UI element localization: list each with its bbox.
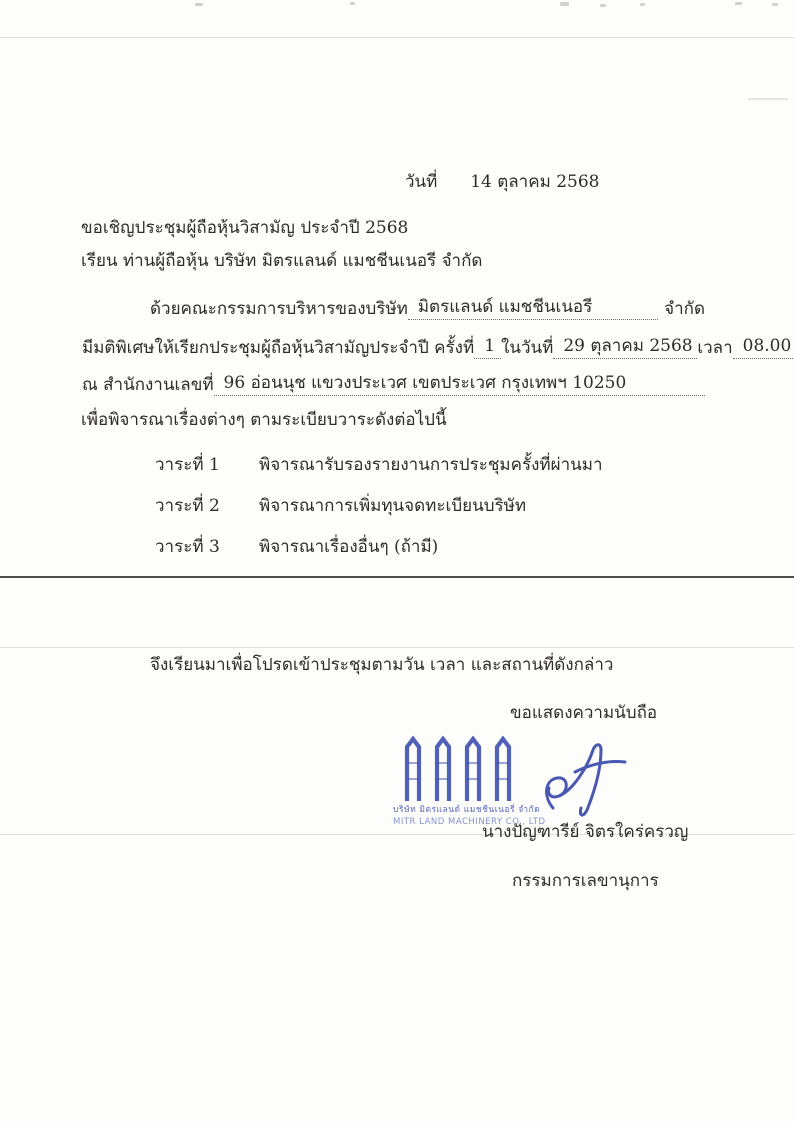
company-name-fill: มิตรแลนด์ แมชชีนเนอรี <box>408 297 658 320</box>
date-value: 14 ตุลาคม 2568 <box>470 172 600 192</box>
signer-title: กรรมการเลขานุการ <box>512 871 659 891</box>
body-line3-prefix: ณ สำนักงานเลขที่ <box>82 375 214 395</box>
body-line-4: เพื่อพิจารณาเรื่องต่างๆ ตามระเบียบวาระดังต่อไปนี้ <box>81 410 447 430</box>
body-line2-mid1: ในวันที่ <box>501 338 554 358</box>
body-line-2 <box>82 336 792 359</box>
meeting-number-fill: 1 <box>474 336 501 359</box>
body-line2-prefix: มีมติพิเศษให้เรียกประชุมผู้ถือหุ้นวิสามัญประจำปี ครั้งที่ <box>82 338 475 358</box>
body-line2-mid2: เวลา <box>697 338 733 358</box>
body-line1-prefix: ด้วยคณะกรรมการบริหารของบริษัท <box>150 299 408 319</box>
body-line-1 <box>82 297 705 320</box>
scan-seam-line-top <box>0 37 794 38</box>
office-address-fill: 96 อ่อนนุช แขวงประเวศ เขตประเวศ กรุงเทพฯ 10250 <box>214 373 705 396</box>
divider-line-dark <box>0 576 794 578</box>
stamp-eng-line: MITR LAND MACHINERY CO., LTD <box>393 817 546 827</box>
respect-line: ขอแสดงความนับถือ <box>510 703 658 723</box>
stamp-logo-icon <box>393 733 527 803</box>
agenda-1-no: วาระที่ 1 <box>155 455 220 475</box>
agenda-item-3 <box>155 537 438 558</box>
body-line1-suffix: จำกัด <box>664 299 705 319</box>
meeting-time-fill: 08.00 <box>733 336 794 359</box>
signature-handwriting <box>535 738 630 823</box>
agenda-item-2 <box>155 496 526 517</box>
subject-line: ขอเชิญประชุมผู้ถือหุ้นวิสามัญ ประจำปี 2568 <box>81 218 409 238</box>
body-line-3 <box>82 373 705 396</box>
agenda-item-1 <box>155 455 603 476</box>
date-label: วันที่ <box>405 172 438 192</box>
agenda-2-text: พิจารณาการเพิ่มทุนจดทะเบียนบริษัท <box>259 496 527 516</box>
agenda-2-no: วาระที่ 2 <box>155 496 220 516</box>
date-line <box>405 172 599 193</box>
agenda-1-text: พิจารณารับรองรายงานการประชุมครั้งที่ผ่านมา <box>259 455 603 475</box>
scan-artifact-dash <box>748 98 788 100</box>
agenda-3-no: วาระที่ 3 <box>155 537 220 557</box>
salutation-line: เรียน ท่านผู้ถือหุ้น บริษัท มิตรแลนด์ แมชชีนเนอรี จำกัด <box>81 251 483 271</box>
meeting-date-fill: 29 ตุลาคม 2568 <box>553 336 697 359</box>
company-stamp <box>393 733 546 833</box>
scan-seam-line-mid <box>0 647 794 648</box>
closing-sentence: จึงเรียนมาเพื่อโปรดเข้าประชุมตามวัน เวลา และสถานที่ดังกล่าว <box>150 655 614 675</box>
agenda-3-text: พิจารณาเรื่องอื่นๆ (ถ้ามี) <box>259 537 439 557</box>
signer-name: นางปัญฑารีย์ จิตรใคร่ครวญ <box>482 822 689 842</box>
stamp-thai-line: บริษัท มิตรแลนด์ แมชชีนเนอรี่ จำกัด <box>393 805 541 815</box>
